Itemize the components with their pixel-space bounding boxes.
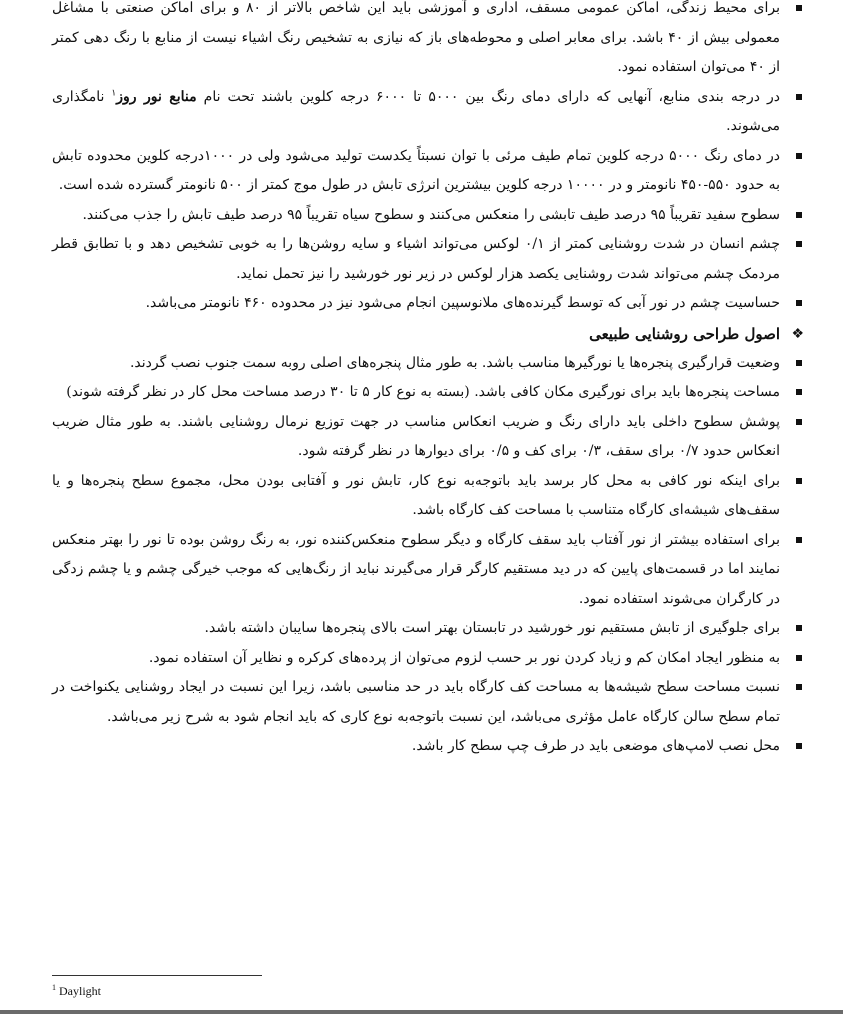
footnote-marker: 1: [52, 983, 56, 992]
list-item-text: در درجه بندی منابع، آنهایی که دارای دمای رنگ بین ۵۰۰۰ تا ۶۰۰۰ درجه کلوین باشند تحت نام: [196, 88, 780, 105]
footnote-ref[interactable]: ۱: [111, 87, 117, 98]
viewer-bottom-bar: [0, 1010, 843, 1014]
list-item: مساحت پنجره‌ها باید برای نورگیری مکان کافی باشد. (بسته به نوع کار ۵ تا ۳۰ درصد مساحت محل کار در نظر گرفته شوند): [52, 378, 806, 408]
list-item: حساسیت چشم در نور آبی که توسط گیرنده‌های ملانوسپین انجام می‌شود نیز در محدوده ۴۶۰ نانومتر می‌باشد.: [52, 289, 806, 319]
section-heading: [52, 319, 806, 349]
list-item: برای محیط زندگی، اماکن عمومی مسقف، اداری و آموزشی باید این شاخص بالاتر از ۸۰ و برای اماکن صنعتی با مشاغل معمولی بیش از ۴۰ باشد. برای معابر اصلی و محوطه‌های باز که نیازی به تشخیص رنگ اشیاء نیست از منابع با رنگ دهی کمتر از ۴۰ می‌توان استفاده نمود.: [52, 0, 806, 83]
list-item-text: نامگذاری می‌شوند.: [52, 88, 780, 134]
list-item: در دمای رنگ ۵۰۰۰ درجه کلوین تمام طیف مرئی با توان نسبتاً یکدست تولید می‌شود ولی در ۱۰۰۰درجه کلوین محدوده تابش به حدود ۵۵۰-۴۵۰ نانومتر و در ۱۰۰۰۰ درجه کلوین بیشترین انرژی تابش در طول موج کمتر از ۵۰۰ نانومتر گسترده شده است.: [52, 142, 806, 201]
list-item: وضعیت قرارگیری پنجره‌ها یا نورگیرها مناسب باشد. به طور مثال پنجره‌های اصلی روبه سمت جنوب نصب گردند.: [52, 349, 806, 379]
list-item: پوشش سطوح داخلی باید دارای رنگ و ضریب انعکاس مناسب در جهت توزیع نرمال روشنایی باشند. به طور مثال ضریب انعکاس حدود ۰/۷ برای سقف، ۰/۳ برای کف و ۰/۵ برای دیوارها در نظر گرفته شود.: [52, 408, 806, 467]
page-content: [52, 0, 806, 762]
list-item: محل نصب لامپ‌های موضعی باید در طرف چپ سطح کار باشد.: [52, 732, 806, 762]
list-item: نسبت مساحت سطح شیشه‌ها به مساحت کف کارگاه باید در حد مناسبی باشد، زیرا این نسبت در ایجاد روشنایی یکنواخت در تمام سطح سالن کارگاه عامل مؤثری می‌باشد، این نسبت باتوجه‌به نوع کاری که باید انجام شود به شرح زیر می‌باشد.: [52, 673, 806, 732]
diamond-bullet-icon: ❖: [791, 325, 804, 342]
list-item: برای استفاده بیشتر از نور آفتاب باید سقف کارگاه و دیگر سطوح منعکس‌کننده نور، به رنگ روشن بوده تا نور را بهتر منعکس نمایند اما در قسمت‌های پایین که در دید مستقیم کارگر قرار می‌گیرند نباید از رنگ‌هایی که موجب خیرگی چشم و یا چشم زدگی در کارگران می‌شوند استفاده نمود.: [52, 526, 806, 615]
list-item: [52, 83, 806, 142]
list-item: برای جلوگیری از تابش مستقیم نور خورشید در تابستان بهتر است بالای پنجره‌ها سایبان داشته باشد.: [52, 614, 806, 644]
list-item: چشم انسان در شدت روشنایی کمتر از ۰/۱ لوکس می‌تواند اشیاء و سایه روشن‌ها را به خوبی تشخیص دهد و با تطابق قطر مردمک چشم می‌تواند شدت روشنایی یکصد هزار لوکس در زیر نور خورشید را نیز تحمل نماید.: [52, 230, 806, 289]
list-item: به منظور ایجاد امکان کم و زیاد کردن نور بر حسب لزوم می‌توان از پرده‌های کرکره و نظایر آن استفاده نمود.: [52, 644, 806, 674]
section-heading-text: اصول طراحی روشنایی طبیعی: [589, 324, 780, 343]
daylight-term: منابع نور روز: [116, 88, 197, 105]
list-item: برای اینکه نور کافی به محل کار برسد باید باتوجه‌به نوع کار، تابش نور و آفتابی بودن محل، مجموع سطح پنجره‌ها و یا سقف‌های شیشه‌ای کارگاه متناسب با مساحت کف کارگاه باشد.: [52, 467, 806, 526]
footnote: [52, 983, 101, 999]
list-item: سطوح سفید تقریباً ۹۵ درصد طیف تابشی را منعکس می‌کنند و سطوح سیاه تقریباً ۹۵ درصد طیف تابش را جذب می‌کنند.: [52, 201, 806, 231]
footnote-text: Daylight: [59, 984, 101, 998]
footnote-divider: [52, 975, 262, 976]
